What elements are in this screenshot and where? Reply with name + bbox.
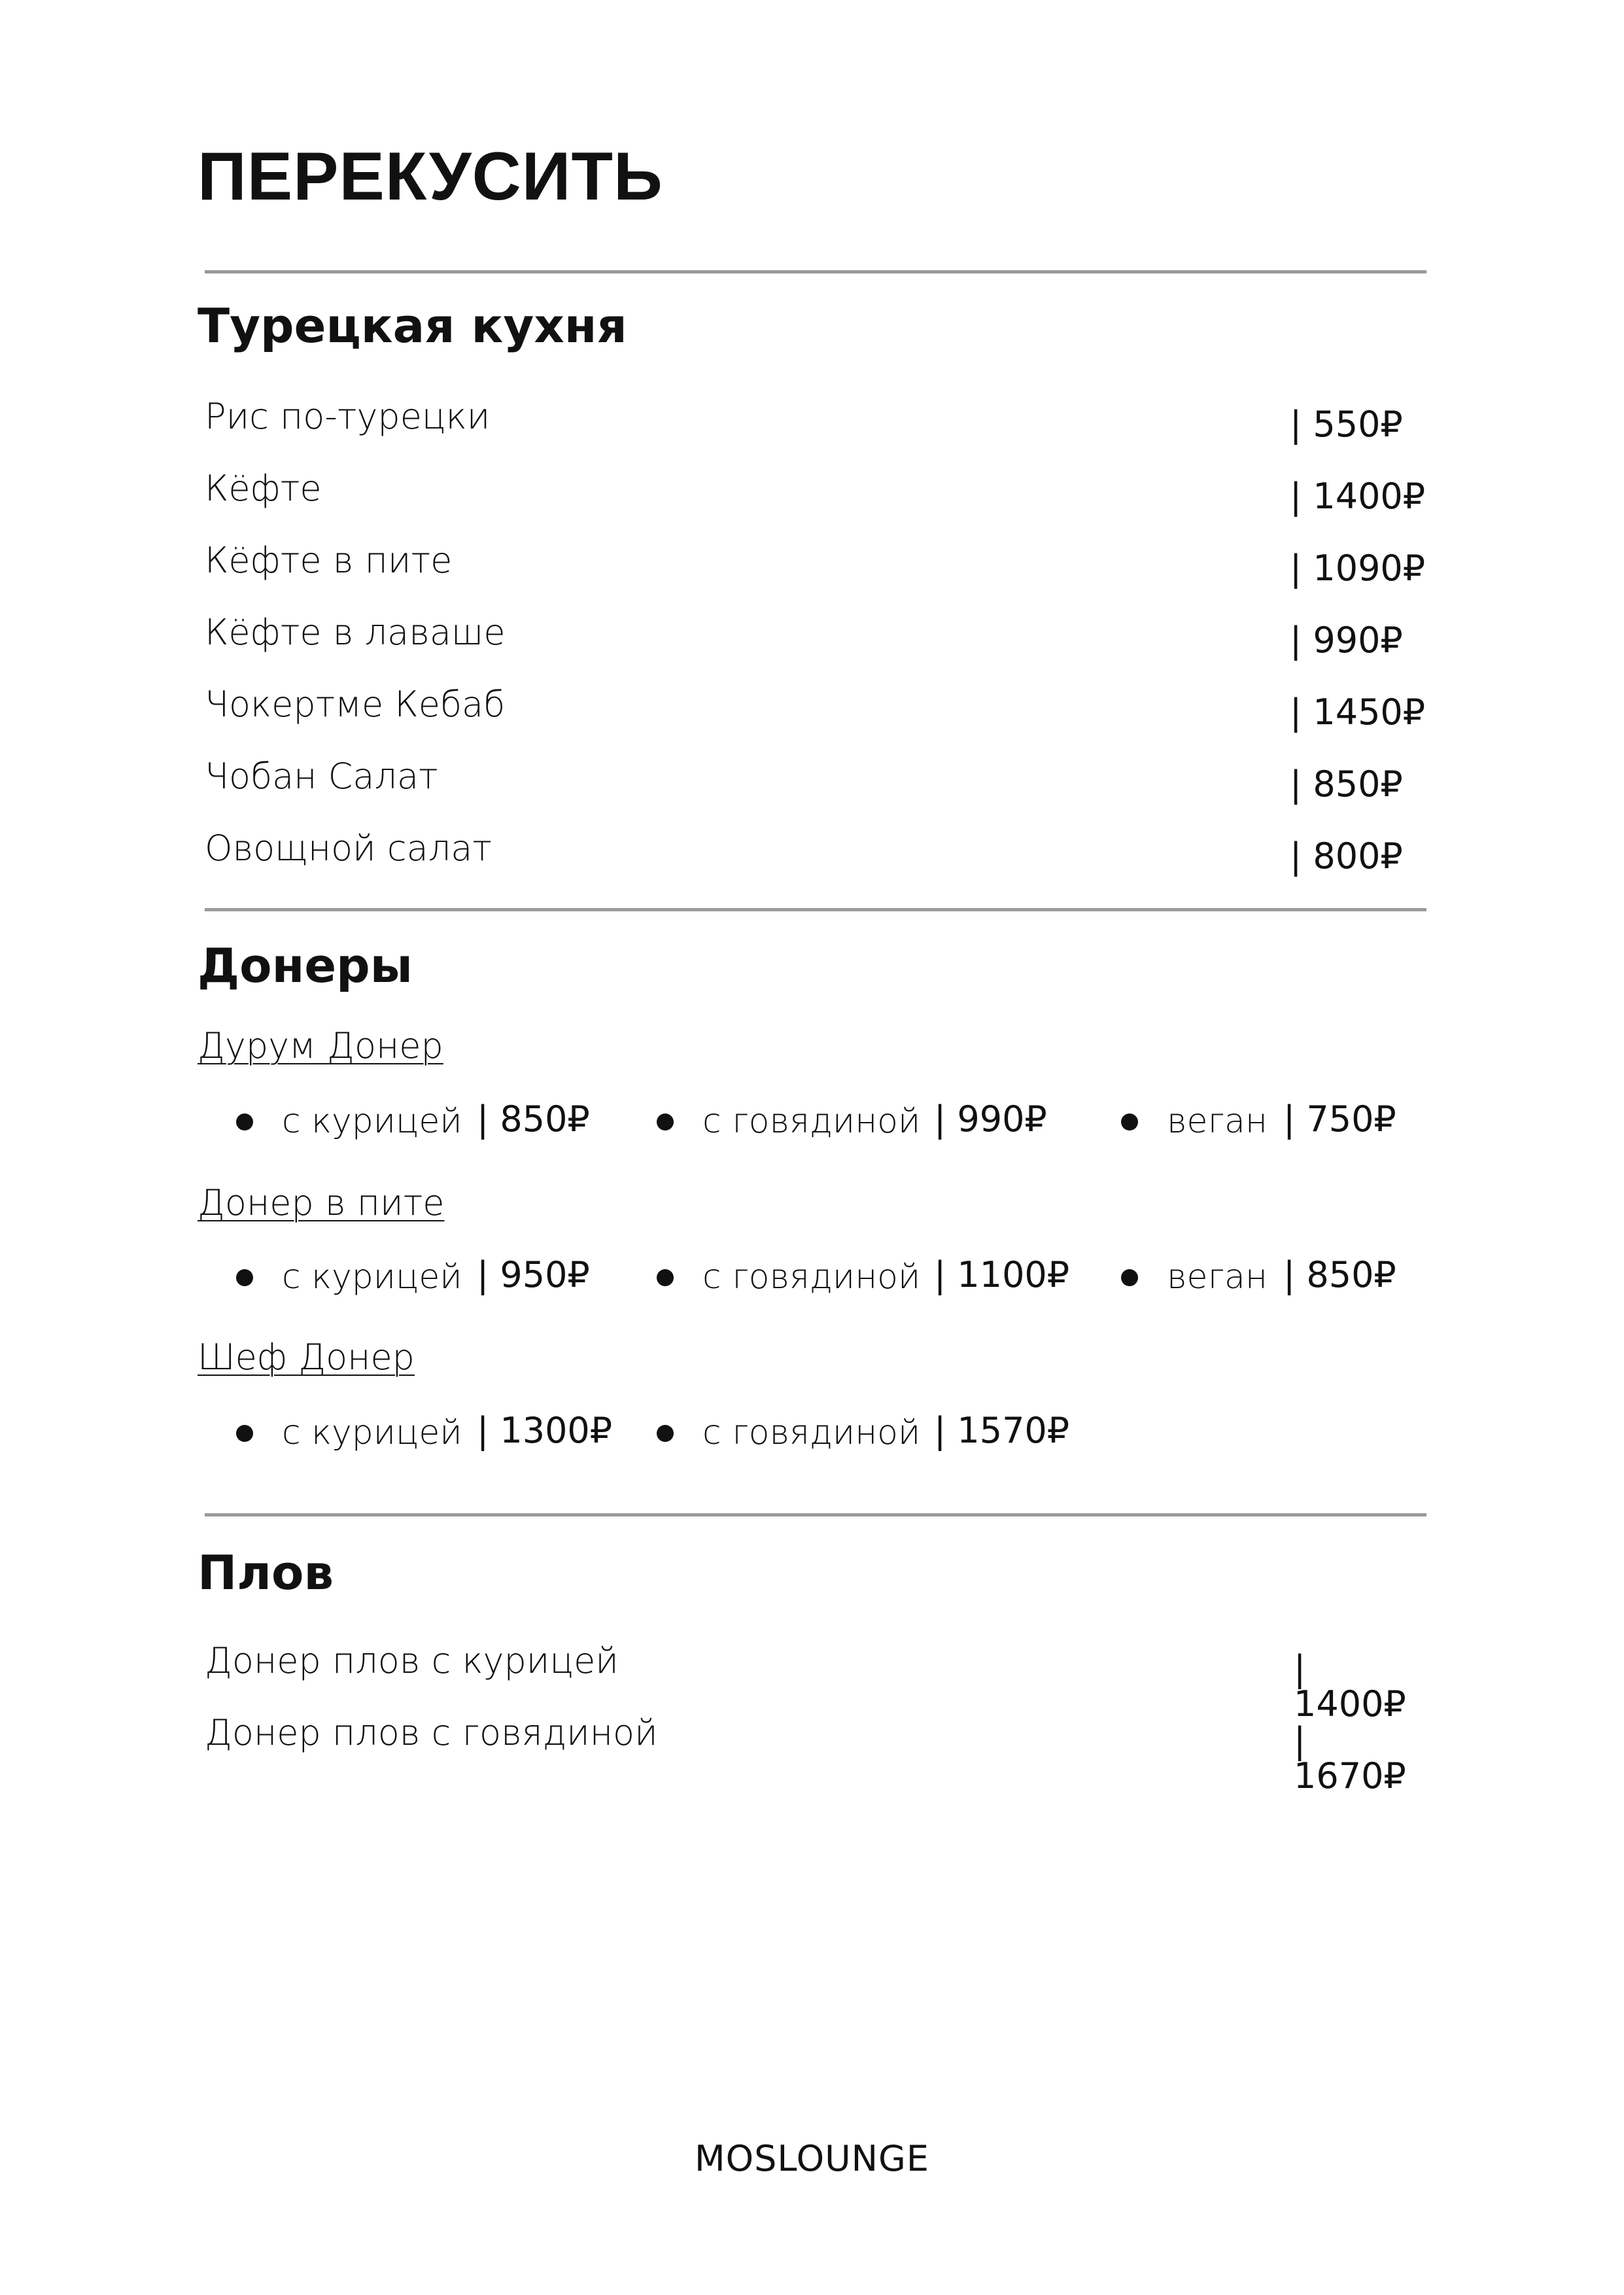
bullet-icon bbox=[1121, 1269, 1138, 1286]
variant-name: веган bbox=[1167, 1102, 1268, 1141]
variant-name: с говядиной bbox=[702, 1257, 921, 1297]
menu-item bbox=[205, 828, 1426, 883]
variant-name: с говядиной bbox=[702, 1413, 921, 1452]
bullet-icon bbox=[236, 1425, 253, 1442]
brand-footer: MOSLOUNGE bbox=[695, 2138, 929, 2179]
variant-price: | 1570₽ bbox=[934, 1410, 1070, 1451]
menu-item bbox=[205, 1712, 1426, 1796]
item-price: | 1450₽ bbox=[1290, 692, 1426, 733]
menu-item bbox=[205, 1640, 1426, 1725]
item-price: | 990₽ bbox=[1290, 620, 1403, 661]
item-price: | 850₽ bbox=[1290, 763, 1403, 805]
menu-item bbox=[205, 396, 1426, 451]
item-name: Донер плов с курицей bbox=[205, 1640, 619, 1681]
variant-price: | 950₽ bbox=[477, 1254, 590, 1295]
bullet-icon bbox=[236, 1113, 253, 1130]
menu-item bbox=[205, 612, 1426, 667]
subgroup-title: Донер в пите bbox=[198, 1182, 445, 1223]
item-price: | 1670₽ bbox=[1294, 1720, 1406, 1796]
item-name: Кёфте в лаваше bbox=[205, 612, 506, 653]
bullet-icon bbox=[657, 1425, 674, 1442]
variant-item bbox=[236, 1099, 602, 1145]
menu-item bbox=[205, 468, 1426, 523]
variant-item bbox=[657, 1255, 1088, 1301]
bullet-icon bbox=[657, 1269, 674, 1286]
item-price: | 800₽ bbox=[1290, 835, 1403, 877]
bullet-icon bbox=[1121, 1113, 1138, 1130]
item-name: Кёфте bbox=[205, 468, 322, 509]
item-name: Овощной салат bbox=[205, 828, 492, 869]
variant-item bbox=[236, 1255, 602, 1301]
section-title-turkish: Турецкая кухня bbox=[198, 298, 627, 353]
variant-item bbox=[236, 1410, 615, 1456]
variant-price: | 850₽ bbox=[1283, 1254, 1396, 1295]
variant-name: с говядиной bbox=[702, 1102, 921, 1141]
variant-item bbox=[1121, 1099, 1422, 1145]
variant-price: | 750₽ bbox=[1283, 1098, 1396, 1140]
item-name: Донер плов с говядиной bbox=[205, 1712, 658, 1753]
item-price: | 1400₽ bbox=[1290, 476, 1426, 517]
variant-item bbox=[1121, 1255, 1422, 1301]
variant-price: | 990₽ bbox=[934, 1098, 1047, 1140]
subgroup-title: Дурум Донер bbox=[198, 1025, 443, 1066]
section-title-doners: Донеры bbox=[198, 938, 413, 993]
page-title: ПЕРЕКУСИТЬ bbox=[198, 139, 663, 215]
item-price: | 1090₽ bbox=[1290, 548, 1426, 589]
item-price: | 1400₽ bbox=[1294, 1648, 1406, 1725]
variant-name: с курицей bbox=[282, 1102, 462, 1141]
bullet-icon bbox=[657, 1113, 674, 1130]
item-price: | 550₽ bbox=[1290, 404, 1403, 445]
item-name: Кёфте в пите bbox=[205, 540, 453, 581]
item-name: Рис по-турецки bbox=[205, 396, 491, 437]
item-name: Чокертме Кебаб bbox=[205, 684, 506, 725]
menu-item bbox=[205, 684, 1426, 739]
variant-price: | 1300₽ bbox=[477, 1410, 613, 1451]
item-name: Чобан Салат bbox=[205, 756, 438, 797]
variant-item bbox=[657, 1099, 1075, 1145]
menu-item bbox=[205, 756, 1426, 811]
divider bbox=[205, 908, 1426, 911]
variant-price: | 850₽ bbox=[477, 1098, 590, 1140]
variant-name: с курицей bbox=[282, 1413, 462, 1452]
divider bbox=[205, 270, 1426, 273]
variant-item bbox=[657, 1410, 1088, 1456]
section-title-plov: Плов bbox=[198, 1545, 334, 1600]
divider bbox=[205, 1513, 1426, 1516]
bullet-icon bbox=[236, 1269, 253, 1286]
subgroup-title: Шеф Донер bbox=[198, 1337, 415, 1378]
variant-price: | 1100₽ bbox=[934, 1254, 1070, 1295]
variant-name: веган bbox=[1167, 1257, 1268, 1297]
variant-name: с курицей bbox=[282, 1257, 462, 1297]
menu-item bbox=[205, 540, 1426, 595]
